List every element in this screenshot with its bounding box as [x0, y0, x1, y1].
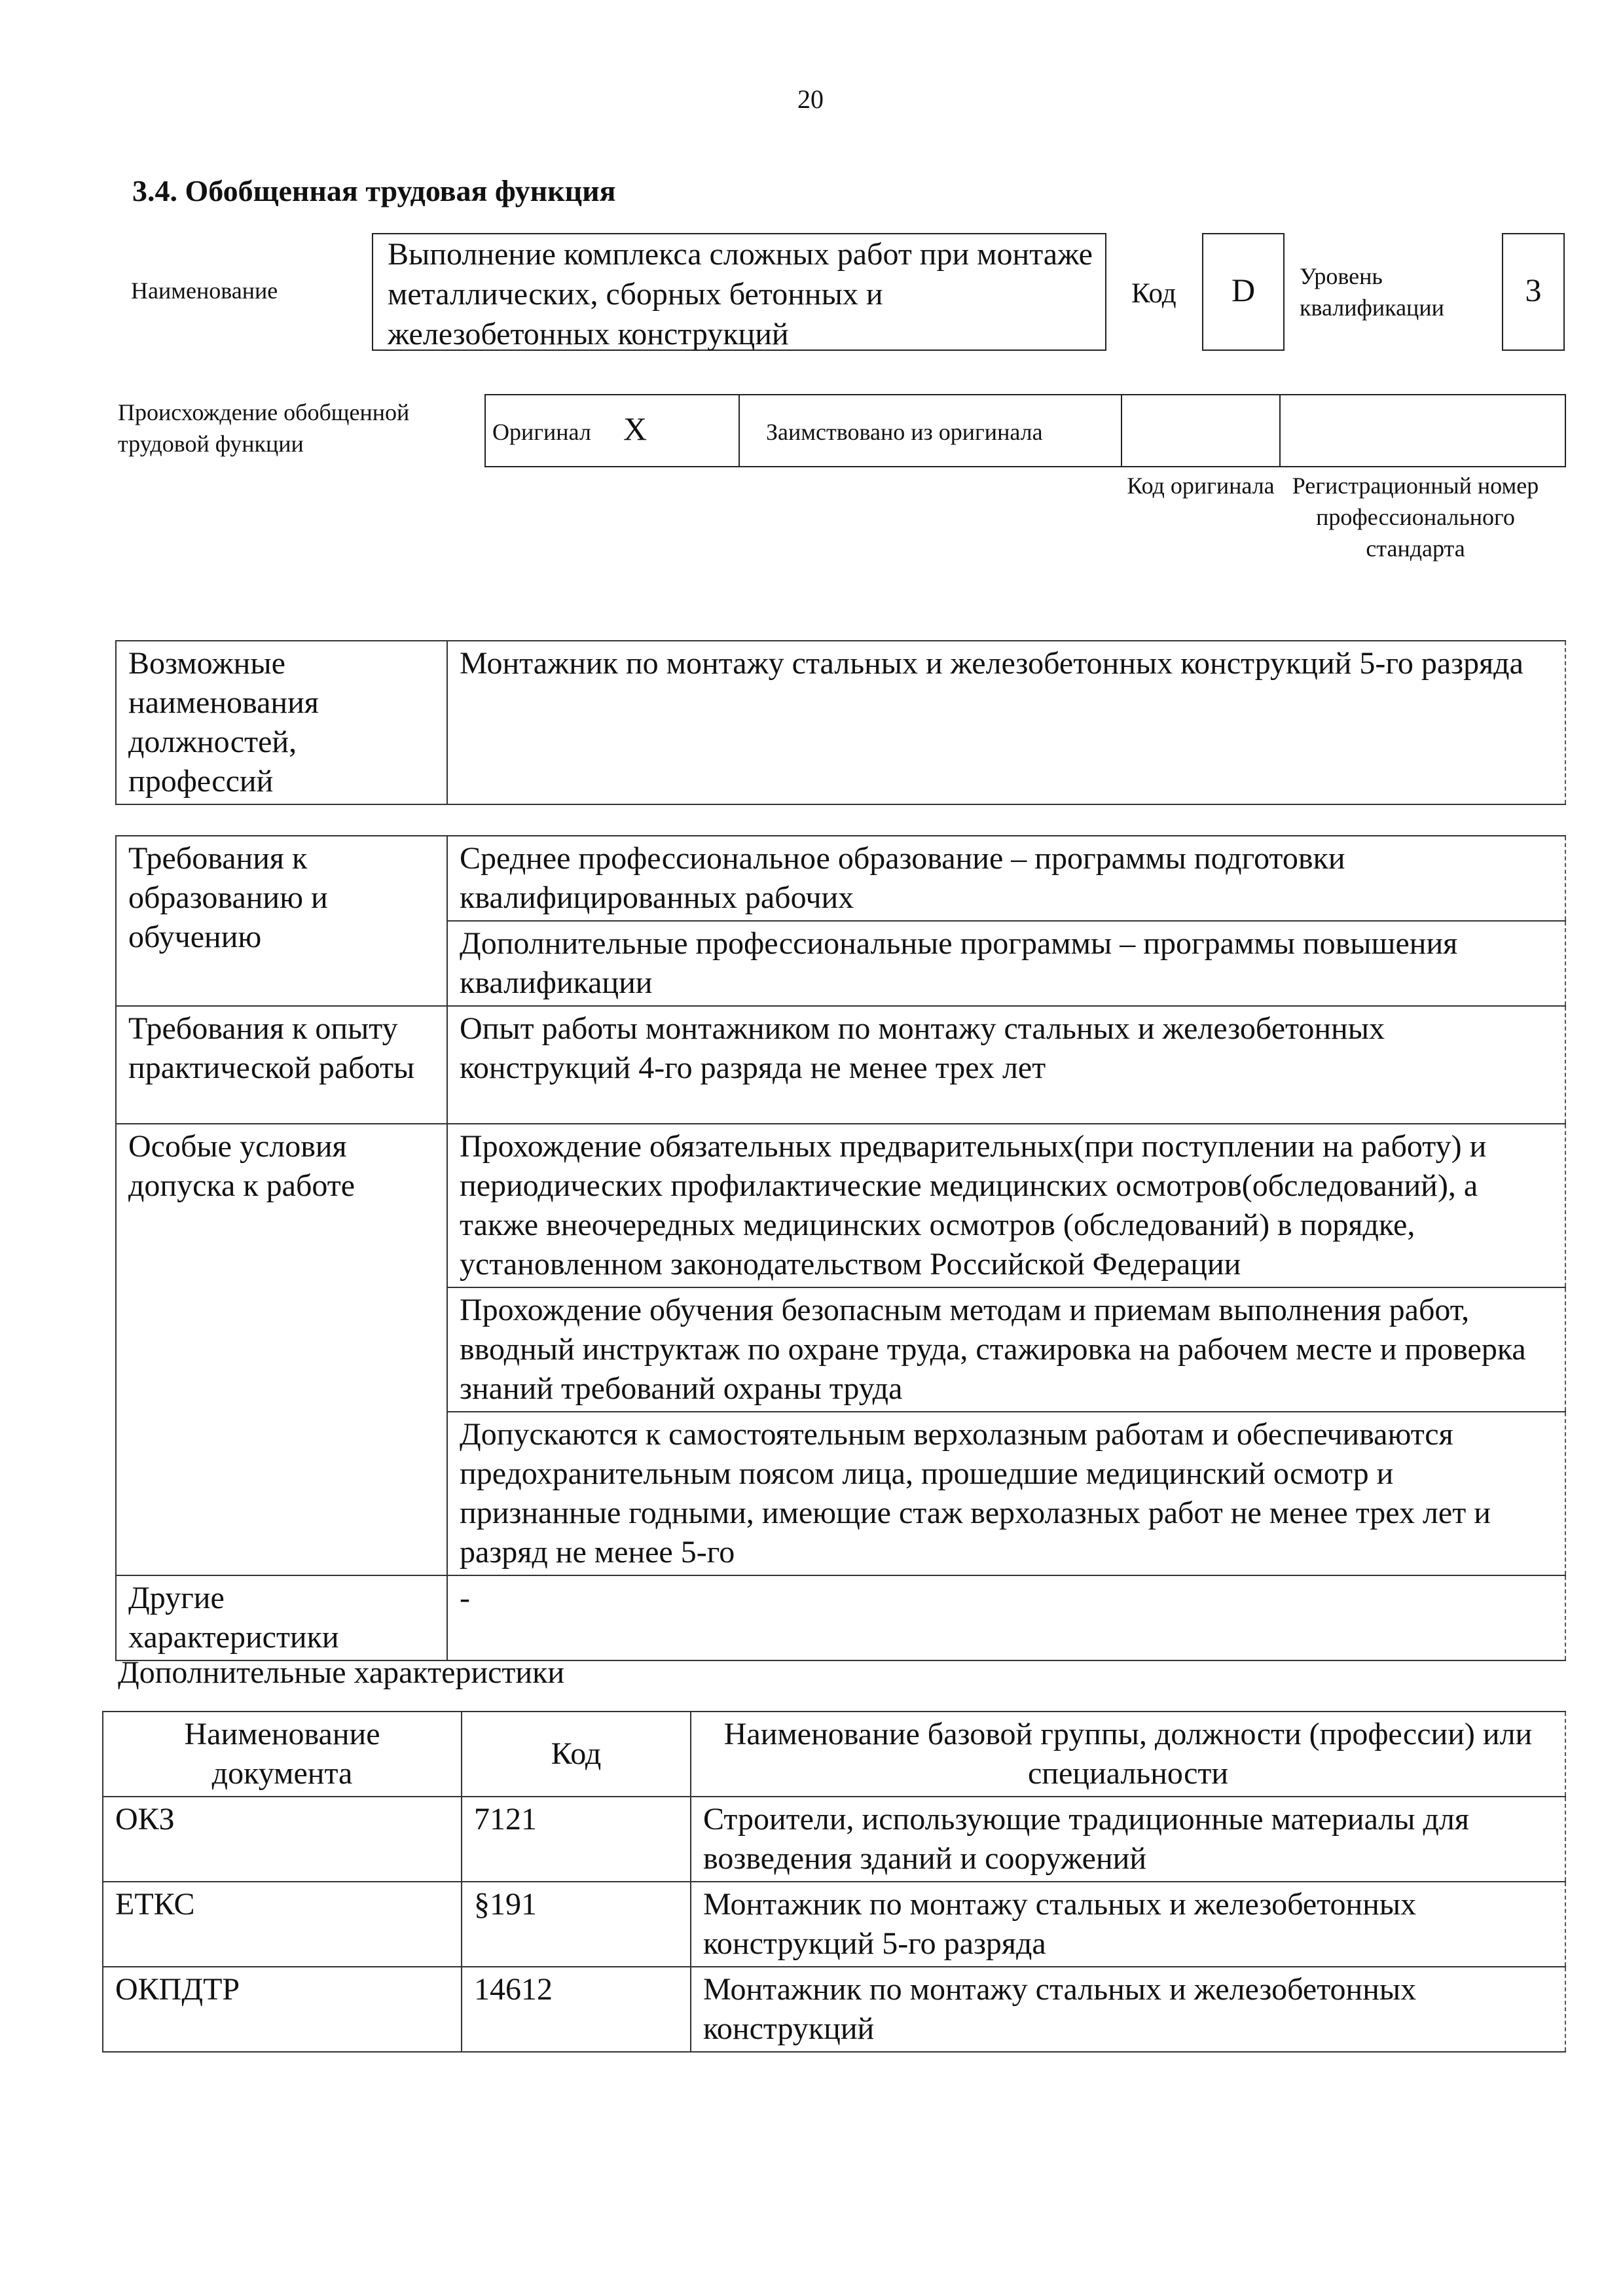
- other-label: Другие характеристики: [116, 1575, 447, 1660]
- experience-label: Требования к опыту практической работы: [116, 1006, 447, 1124]
- row-document: ОКЗ: [103, 1797, 462, 1882]
- table-row: [103, 1967, 1565, 2052]
- code-value: D: [1231, 272, 1256, 308]
- row-group: Строители, использующие традиционные материалы для возведения зданий и сооружений: [691, 1797, 1565, 1882]
- code-label: Код: [1131, 278, 1176, 309]
- experience-value: Опыт работы монтажником по монтажу стальных и железобетонных конструкций 4-го разряда не менее трех лет: [447, 1006, 1565, 1124]
- table-row: [103, 1882, 1565, 1967]
- additional-table: [102, 1711, 1566, 2053]
- education-label: Требования к образованию и обучению: [116, 836, 447, 1006]
- row-document: ЕТКС: [103, 1882, 462, 1967]
- education-value-1: Среднее профессиональное образование – программы подготовки квалифицированных рабочих: [447, 836, 1565, 921]
- requirements-table: [115, 835, 1566, 1661]
- special-conditions-label: Особые условия допуска к работе: [116, 1124, 447, 1575]
- other-value: -: [447, 1575, 1565, 1660]
- table-row: [103, 1797, 1565, 1882]
- name-value: Выполнение комплекса сложных работ при монтаже металлических, сборных бетонных и железобетонных конструкций: [388, 237, 1093, 351]
- original-label: Оригинал: [492, 419, 591, 445]
- row-code: §191: [462, 1882, 691, 1967]
- positions-value: Монтажник по монтажу стальных и железобетонных конструкций 5-го разряда: [447, 641, 1565, 804]
- column-header-code: Код: [462, 1712, 691, 1797]
- row-group: Монтажник по монтажу стальных и железобетонных конструкций 5-го разряда: [691, 1882, 1565, 1967]
- page-number: 20: [797, 84, 824, 114]
- education-value-2: Дополнительные профессиональные программы – программы повышения квалификации: [447, 921, 1565, 1006]
- row-code: 7121: [462, 1797, 691, 1882]
- positions-table: [115, 640, 1566, 805]
- borrowed-label: Заимствовано из оригинала: [766, 419, 1043, 445]
- code-box: [1202, 233, 1285, 351]
- column-header-group: Наименование базовой группы, должности (профессии) или специальности: [691, 1712, 1565, 1797]
- special-conditions-value-3: Допускаются к самостоятельным верхолазным работам и обеспечиваются предохранительным поясом лица, прошедшие медицинский осмотр и признанные годными, имеющие стаж верхолазных работ не менее трех лет и разряд не менее 5-го: [447, 1412, 1565, 1575]
- origin-label: Происхождение обобщенной трудовой функции: [118, 399, 410, 457]
- row-group: Монтажник по монтажу стальных и железобетонных конструкций: [691, 1967, 1565, 2052]
- special-conditions-value-2: Прохождение обучения безопасным методам и приемам выполнения работ, вводный инструктаж по охране труда, стажировка на рабочем месте и проверка знаний требований охраны труда: [447, 1287, 1565, 1412]
- original-mark: X: [623, 410, 647, 447]
- positions-label: Возможные наименования должностей, профессий: [116, 641, 447, 804]
- name-label: Наименование: [131, 278, 278, 304]
- row-code: 14612: [462, 1967, 691, 2052]
- reg-number-caption: Регистрационный номер профессионального стандарта: [1292, 473, 1539, 562]
- level-label: Уровень квалификации: [1300, 263, 1444, 321]
- row-document: ОКПДТР: [103, 1967, 462, 2052]
- additional-title: Дополнительные характеристики: [118, 1655, 565, 1690]
- code-original-caption: Код оригинала: [1127, 473, 1275, 499]
- column-header-document: Наименование документа: [103, 1712, 462, 1797]
- special-conditions-value-1: Прохождение обязательных предварительных(при поступлении на работу) и периодических профилактические медицинских осмотров(обследований), а также внеочередных медицинских осмотров (обследований) в порядке, установленном законодательством Российской Федерации: [447, 1124, 1565, 1287]
- section-title: 3.4. Обобщенная трудовая функция: [132, 174, 616, 207]
- name-box: [372, 233, 1106, 351]
- level-box: [1502, 233, 1565, 351]
- level-value: 3: [1525, 272, 1542, 308]
